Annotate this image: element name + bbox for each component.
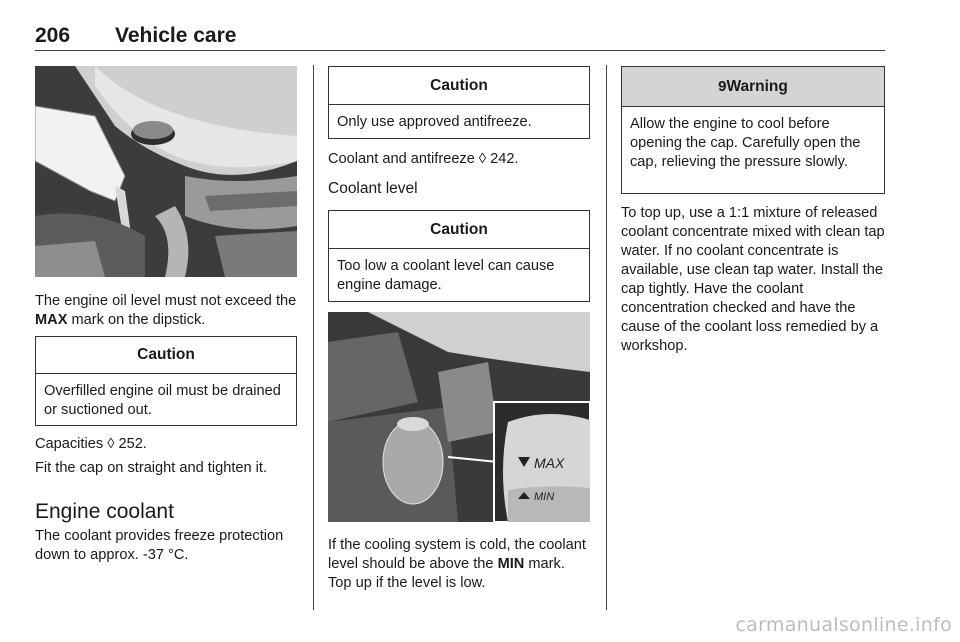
cold-system-text-end: mark. Top up if the level is low. [328, 556, 565, 591]
watermark: carmanualsonline.info [735, 614, 952, 636]
page-number: 206 [35, 24, 71, 47]
engine-oil-illustration [35, 66, 297, 277]
caution-title: Caution [329, 211, 589, 249]
warning-title: Warning [726, 77, 788, 95]
antifreeze-caution-box [328, 66, 590, 139]
warning-triangle-icon: 9 [718, 78, 727, 95]
caution-title: Caution [329, 67, 589, 105]
page-title: Vehicle care [115, 24, 237, 47]
max-mark-label: MAX [35, 312, 68, 328]
coolant-level-subheading: Coolant level [328, 180, 418, 197]
oil-level-paragraph [35, 292, 297, 330]
min-mark-label: MIN [497, 556, 525, 572]
fit-cap-instruction: Fit the cap on straight and tighten it. [35, 460, 268, 476]
warning-box [621, 66, 885, 194]
column-divider-2 [606, 65, 607, 610]
cold-system-text: If the cooling system is cold, the coolant level should be above the [328, 537, 586, 572]
column-divider-1 [313, 65, 314, 610]
freeze-protection-paragraph: The coolant provides freeze protection down to approx. -37 °C. [35, 528, 284, 563]
capacities-reference: Capacities ◊ 252. [35, 436, 147, 452]
coolant-reservoir-illustration [328, 312, 590, 522]
max-mark-image-label: MAX [534, 455, 565, 471]
warning-header [622, 67, 884, 107]
oil-level-text: The engine oil level must not exceed the [35, 293, 297, 309]
coolant-caution-box [328, 210, 590, 302]
caution-title: Caution [36, 337, 296, 374]
coolant-reference: Coolant and antifreeze ◊ 242. [328, 151, 519, 167]
caution-text: Only use approved antifreeze. [337, 114, 532, 130]
caution-text: Overfilled engine oil must be drained or suctioned out. [44, 383, 281, 418]
oil-level-text-end: mark on the dipstick. [67, 312, 206, 328]
coolant-reservoir-image [328, 312, 590, 522]
page-header [35, 24, 885, 50]
header-rule [35, 50, 885, 51]
engine-oil-image [35, 66, 297, 277]
warning-text: Allow the engine to cool before opening the cap. Carefully open the cap, relieving the pressure slowly. [630, 116, 861, 170]
caution-text: Too low a coolant level can cause engine damage. [337, 258, 555, 293]
engine-coolant-heading: Engine coolant [35, 500, 174, 523]
cold-system-paragraph [328, 536, 590, 593]
min-mark-image-label: MIN [534, 491, 555, 503]
oil-caution-box [35, 336, 297, 426]
top-up-paragraph: To top up, use a 1:1 mixture of released coolant concentrate mixed with clean tap water. If no coolant concentrate is available, use clean tap water. Install the cap tightly. Have the coolant concentration checked and have the cause of the coolant loss remedied by a workshop. [621, 205, 885, 354]
